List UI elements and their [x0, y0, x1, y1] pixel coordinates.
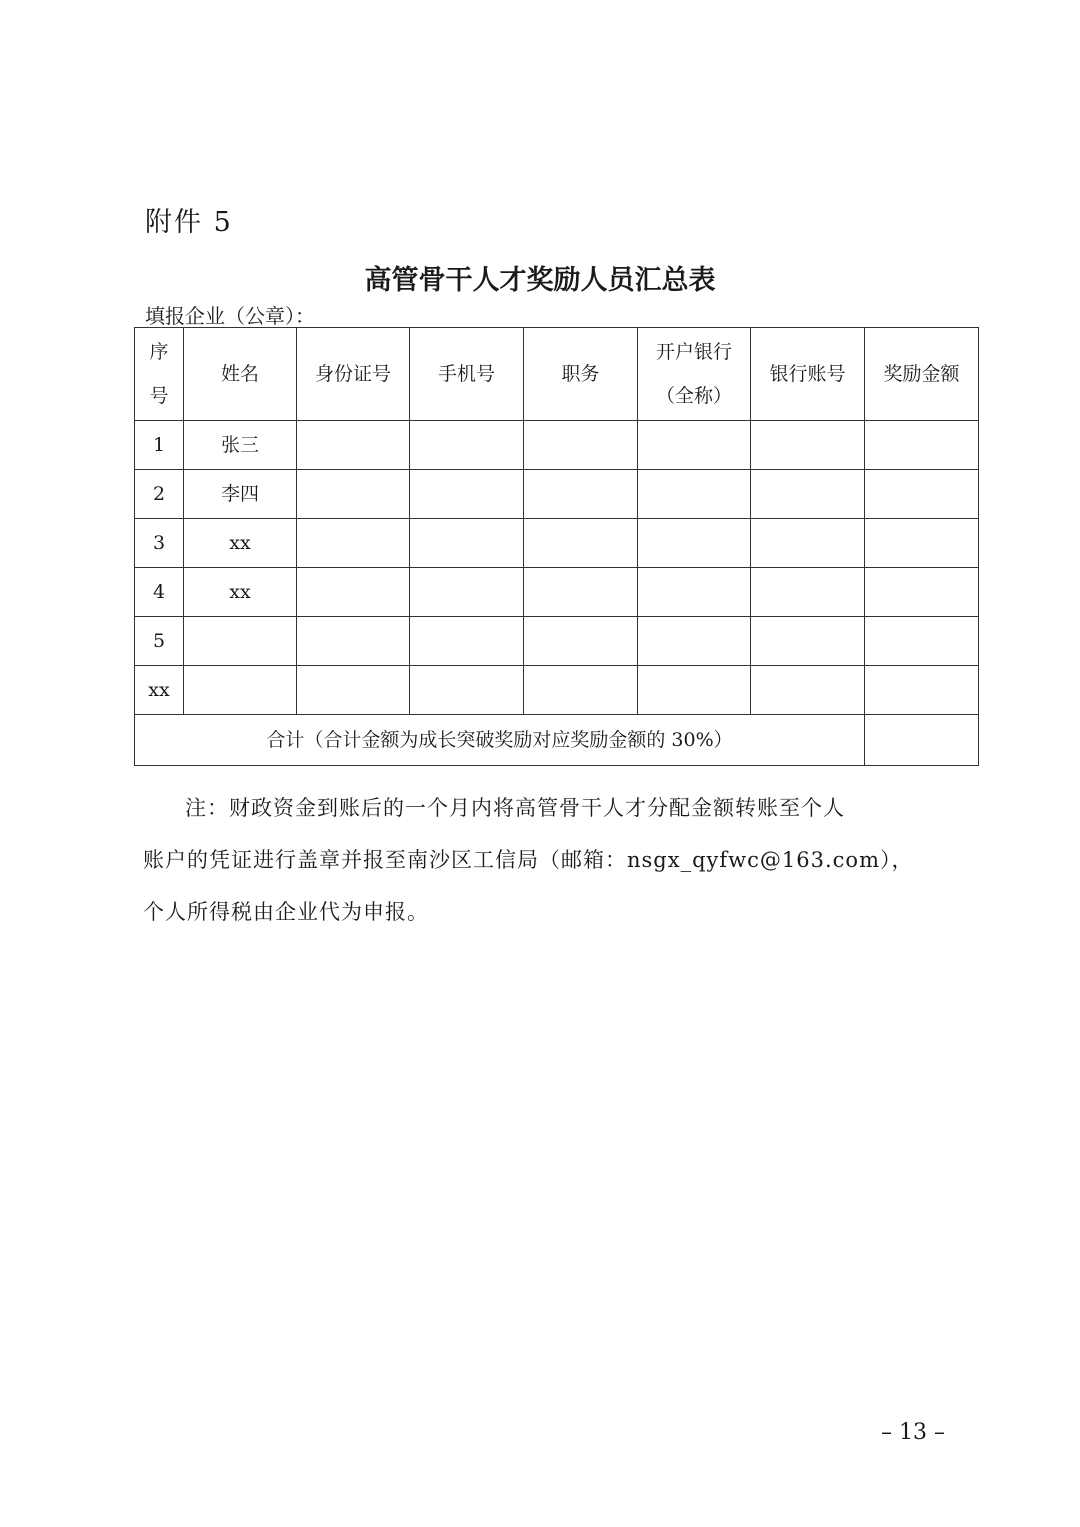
- cell-account: [751, 568, 865, 617]
- header-account: 银行账号: [751, 328, 865, 421]
- cell-bank: [638, 617, 751, 666]
- total-row: [135, 715, 979, 766]
- cell-position: [524, 568, 638, 617]
- header-bank-line1: 开户银行: [655, 341, 732, 363]
- cell-id-number: [297, 421, 410, 470]
- cell-seq: 1: [135, 421, 184, 470]
- note-line-2: 账户的凭证进行盖章并报至南沙区工信局（邮箱：nsgx_qyfwc@163.com），: [143, 848, 914, 872]
- note-paragraph: [143, 782, 953, 938]
- header-seq-line1: 序: [149, 341, 169, 363]
- cell-amount: [865, 519, 979, 568]
- note-line-3: 个人所得税由企业代为申报。: [143, 900, 429, 924]
- header-amount: 奖励金额: [865, 328, 979, 421]
- cell-seq: 5: [135, 617, 184, 666]
- cell-name: 李四: [184, 470, 297, 519]
- cell-seq: xx: [135, 666, 184, 715]
- cell-name: xx: [184, 519, 297, 568]
- table-row: [135, 666, 979, 715]
- total-amount-cell: [865, 715, 979, 766]
- page-number: – 13 –: [881, 1420, 945, 1445]
- cell-account: [751, 666, 865, 715]
- cell-seq: 3: [135, 519, 184, 568]
- cell-position: [524, 470, 638, 519]
- cell-bank: [638, 666, 751, 715]
- cell-id-number: [297, 666, 410, 715]
- cell-phone: [410, 470, 524, 519]
- cell-id-number: [297, 519, 410, 568]
- cell-name: xx: [184, 568, 297, 617]
- cell-bank: [638, 519, 751, 568]
- cell-amount: [865, 568, 979, 617]
- fill-company-label: 填报企业（公章）：: [145, 304, 315, 328]
- table-row: [135, 519, 979, 568]
- cell-account: [751, 617, 865, 666]
- header-bank-line2: （全称）: [655, 385, 732, 407]
- cell-seq: 4: [135, 568, 184, 617]
- cell-phone: [410, 568, 524, 617]
- cell-position: [524, 666, 638, 715]
- cell-amount: [865, 470, 979, 519]
- cell-bank: [638, 568, 751, 617]
- summary-table: [134, 327, 979, 766]
- cell-account: [751, 470, 865, 519]
- cell-account: [751, 519, 865, 568]
- cell-account: [751, 421, 865, 470]
- cell-id-number: [297, 470, 410, 519]
- cell-phone: [410, 666, 524, 715]
- cell-phone: [410, 617, 524, 666]
- cell-bank: [638, 421, 751, 470]
- cell-id-number: [297, 617, 410, 666]
- table-row: [135, 617, 979, 666]
- cell-amount: [865, 666, 979, 715]
- total-label: 合计（合计金额为成长突破奖励对应奖励金额的 30%）: [135, 715, 865, 766]
- header-name: 姓名: [184, 328, 297, 421]
- document-title: 高管骨干人才奖励人员汇总表: [364, 265, 716, 296]
- cell-phone: [410, 421, 524, 470]
- cell-position: [524, 617, 638, 666]
- cell-amount: [865, 617, 979, 666]
- cell-seq: 2: [135, 470, 184, 519]
- cell-position: [524, 421, 638, 470]
- table-row: [135, 421, 979, 470]
- cell-name: [184, 617, 297, 666]
- cell-name: [184, 666, 297, 715]
- header-seq-line2: 号: [149, 385, 169, 407]
- table-row: [135, 568, 979, 617]
- header-phone: 手机号: [410, 328, 524, 421]
- cell-phone: [410, 519, 524, 568]
- header-bank: [638, 328, 751, 421]
- header-id-number: 身份证号: [297, 328, 410, 421]
- table-row: [135, 470, 979, 519]
- note-line-1: 注：财政资金到账后的一个月内将高管骨干人才分配金额转账至个人: [185, 796, 845, 820]
- cell-name: 张三: [184, 421, 297, 470]
- cell-position: [524, 519, 638, 568]
- cell-bank: [638, 470, 751, 519]
- cell-id-number: [297, 568, 410, 617]
- attachment-label: 附件 5: [145, 207, 233, 238]
- cell-amount: [865, 421, 979, 470]
- header-seq: [135, 328, 184, 421]
- header-position: 职务: [524, 328, 638, 421]
- header-row: [135, 328, 979, 421]
